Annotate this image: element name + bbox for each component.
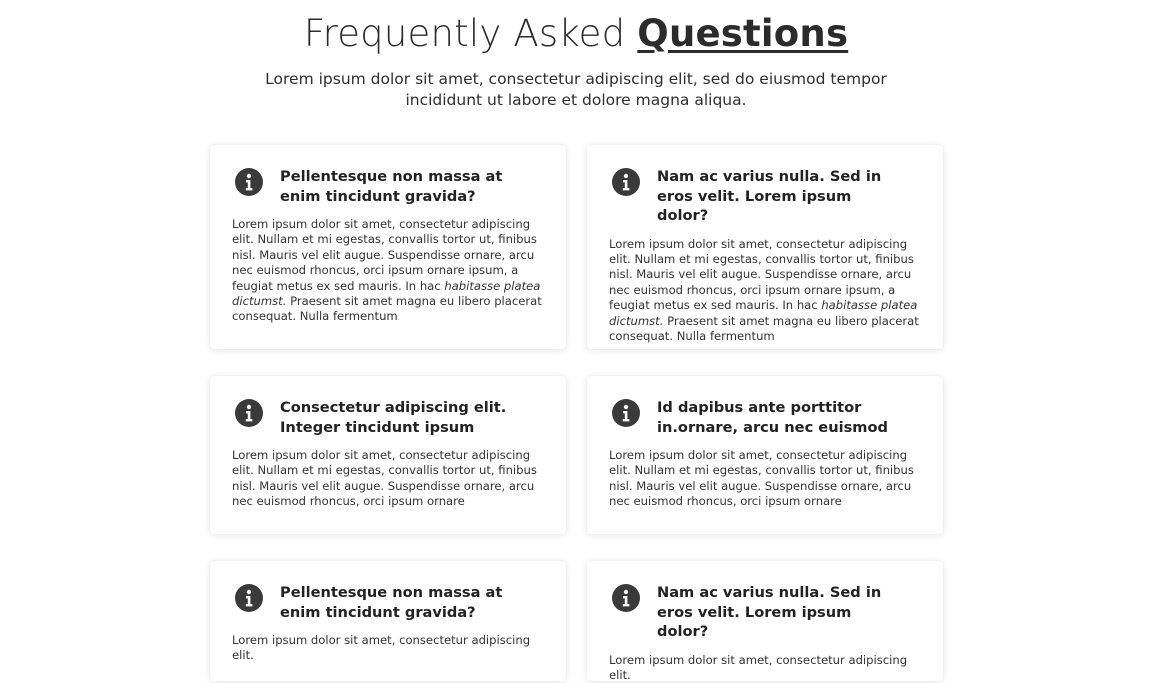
faq-answer-text: Lorem ipsum dolor sit amet, consectetur adipiscing elit. Nullam et mi egestas, convallis tortor ut, finibus nisl. Mauris vel elit augue. Suspendisse ornare, arcu nec euismod rhoncus, orci ipsum ornare ipsum, a feugiat metus ex sed mauris. In hac xyxy=(232,217,537,293)
faq-card-header xyxy=(232,583,544,622)
faq-header xyxy=(0,0,1152,111)
faq-answer xyxy=(232,633,544,664)
info-circle-icon xyxy=(612,584,640,612)
info-circle-icon xyxy=(612,399,640,427)
faq-question: Pellentesque non massa at enim tincidunt gravida? xyxy=(280,167,530,206)
faq-card[interactable] xyxy=(210,561,566,681)
faq-question: Nam ac varius nulla. Sed in eros velit. Lorem ipsum dolor? xyxy=(657,583,907,642)
faq-card-header xyxy=(609,167,921,226)
faq-answer xyxy=(609,448,921,510)
info-circle-icon xyxy=(235,399,263,427)
faq-card[interactable] xyxy=(210,145,566,349)
faq-card-header xyxy=(232,398,544,437)
faq-answer-text: Lorem ipsum dolor sit amet, consectetur adipiscing elit. Nullam et mi egestas, convallis tortor ut, finibus nisl. Mauris vel elit augue. Suspendisse ornare, arcu nec euismod rhoncus, orci ipsum ornare xyxy=(232,448,537,508)
faq-answer xyxy=(609,653,921,683)
faq-answer-italic: habitasse platea dictumst. xyxy=(609,298,917,327)
faq-question: Nam ac varius nulla. Sed in eros velit. Lorem ipsum dolor? xyxy=(657,167,907,226)
faq-answer-text-end: Praesent sit amet magna eu libero placerat consequat. Nulla fermentum xyxy=(232,294,542,323)
faq-answer-text: Lorem ipsum dolor sit amet, consectetur adipiscing elit. Nullam et mi egestas, convallis tortor ut, finibus nisl. Mauris vel elit augue. Suspendisse ornare, arcu nec euismod rhoncus, orci ipsum ornare xyxy=(609,448,914,508)
faq-card-header xyxy=(609,583,921,642)
title-light: Frequently Asked xyxy=(304,12,637,55)
page-title xyxy=(0,12,1152,56)
faq-answer-italic: habitasse platea dictumst. xyxy=(232,279,540,308)
faq-card[interactable] xyxy=(587,145,943,349)
faq-card-header xyxy=(609,398,921,437)
faq-question: Consectetur adipiscing elit. Integer tincidunt ipsum xyxy=(280,398,530,437)
info-circle-icon xyxy=(612,168,640,196)
faq-answer-text: Lorem ipsum dolor sit amet, consectetur adipiscing elit. xyxy=(232,633,530,662)
faq-answer-text: Lorem ipsum dolor sit amet, consectetur adipiscing elit. xyxy=(609,653,907,682)
faq-card[interactable] xyxy=(587,561,943,681)
faq-answer xyxy=(609,237,921,345)
faq-answer-text-end: Praesent sit amet magna eu libero placerat consequat. Nulla fermentum xyxy=(609,314,919,343)
title-emphasis: Questions xyxy=(637,12,848,55)
info-circle-icon xyxy=(235,168,263,196)
faq-card[interactable] xyxy=(587,376,943,534)
faq-answer xyxy=(232,448,544,510)
faq-card-header xyxy=(232,167,544,206)
info-circle-icon xyxy=(235,584,263,612)
faq-answer-text: Lorem ipsum dolor sit amet, consectetur adipiscing elit. Nullam et mi egestas, convallis tortor ut, finibus nisl. Mauris vel elit augue. Suspendisse ornare, arcu nec euismod rhoncus, orci ipsum ornare ipsum, a feugiat metus ex sed mauris. In hac xyxy=(609,237,914,313)
faq-card[interactable] xyxy=(210,376,566,534)
page-subtitle: Lorem ipsum dolor sit amet, consectetur adipiscing elit, sed do eiusmod tempor incididunt ut labore et dolore magna aliqua. xyxy=(236,69,916,111)
faq-answer xyxy=(232,217,544,325)
faq-question: Pellentesque non massa at enim tincidunt gravida? xyxy=(280,583,530,622)
faq-question: Id dapibus ante porttitor in.ornare, arcu nec euismod xyxy=(657,398,907,437)
